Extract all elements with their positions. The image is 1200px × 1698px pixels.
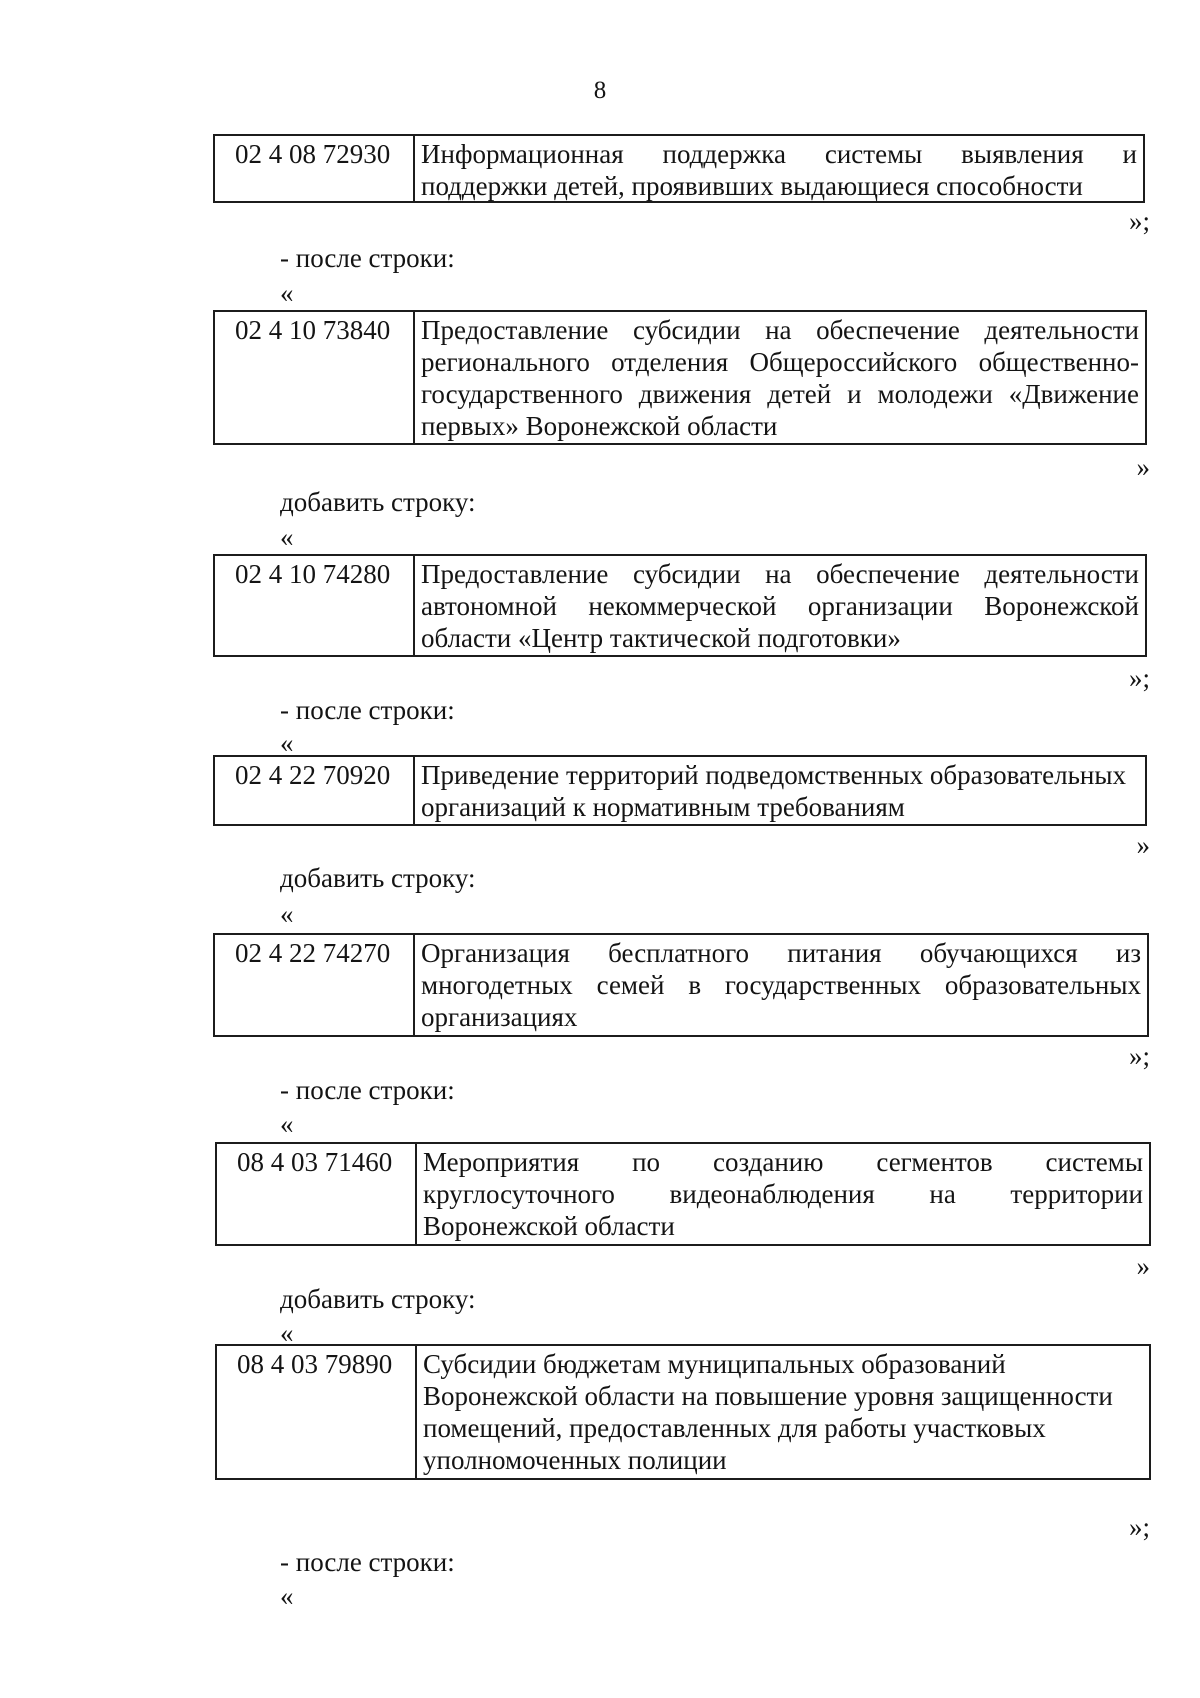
table-row bbox=[213, 933, 1149, 1037]
closing-quote: »; bbox=[1128, 1512, 1150, 1542]
budget-code: 02 4 08 72930 bbox=[215, 136, 415, 201]
closing-quote: » bbox=[1136, 830, 1150, 860]
row-description: Мероприятия по созданию сегментов системы круглосуточного видеонаблюдения на территории Воронежской области bbox=[423, 1147, 1143, 1241]
closing-quote: »; bbox=[1128, 206, 1150, 236]
instruction-after-row: - после строки: bbox=[280, 1075, 455, 1105]
instruction-after-row: - после строки: bbox=[280, 243, 455, 273]
closing-quote: » bbox=[1136, 452, 1150, 482]
table-row bbox=[215, 1344, 1151, 1480]
closing-quote: » bbox=[1136, 1251, 1150, 1281]
table-row bbox=[213, 755, 1147, 826]
budget-code: 08 4 03 71460 bbox=[217, 1144, 417, 1244]
instruction-add-row: добавить строку: bbox=[280, 487, 476, 517]
table-row bbox=[213, 134, 1145, 203]
budget-code: 02 4 10 73840 bbox=[215, 312, 415, 443]
closing-quote: »; bbox=[1128, 663, 1150, 693]
row-description-line: Информационная поддержка системы выявления и bbox=[421, 139, 1137, 169]
opening-quote: « bbox=[280, 1581, 294, 1611]
row-description: Предоставление субсидии на обеспечение деятельности регионального отделения Общероссийского общественно-государственного движения детей и молодежи «Движение первых» Воронежской области bbox=[421, 315, 1139, 441]
opening-quote: « bbox=[280, 1318, 294, 1348]
instruction-add-row: добавить строку: bbox=[280, 863, 476, 893]
opening-quote: « bbox=[280, 278, 294, 308]
row-description-line: поддержки детей, проявивших выдающиеся способности bbox=[421, 171, 1083, 201]
table-row bbox=[213, 554, 1147, 657]
instruction-after-row: - после строки: bbox=[280, 695, 455, 725]
page-number: 8 bbox=[593, 77, 607, 104]
instruction-after-row: - после строки: bbox=[280, 1547, 455, 1577]
closing-quote: »; bbox=[1128, 1041, 1150, 1071]
table-row bbox=[215, 1142, 1151, 1246]
table-row bbox=[213, 310, 1147, 445]
budget-code: 02 4 10 74280 bbox=[215, 556, 415, 655]
budget-code: 02 4 22 70920 bbox=[215, 757, 415, 824]
row-description bbox=[415, 136, 1143, 201]
opening-quote: « bbox=[280, 728, 294, 758]
opening-quote: « bbox=[280, 899, 294, 929]
row-description: Организация бесплатного питания обучающихся из многодетных семей в государственных образовательных организациях bbox=[421, 938, 1141, 1032]
row-description: Субсидии бюджетам муниципальных образований Воронежской области на повышение уровня защищенности помещений, предоставленных для работы участковых уполномоченных полиции bbox=[423, 1349, 1113, 1475]
instruction-add-row: добавить строку: bbox=[280, 1284, 476, 1314]
row-description: Предоставление субсидии на обеспечение деятельности автономной некоммерческой организации Воронежской области «Центр тактической подготовки» bbox=[421, 559, 1139, 653]
opening-quote: « bbox=[280, 1109, 294, 1139]
opening-quote: « bbox=[280, 522, 294, 552]
budget-code: 02 4 22 74270 bbox=[215, 935, 415, 1035]
row-description: Приведение территорий подведомственных образовательных организаций к нормативным требованиям bbox=[421, 760, 1126, 822]
budget-code: 08 4 03 79890 bbox=[217, 1346, 417, 1478]
